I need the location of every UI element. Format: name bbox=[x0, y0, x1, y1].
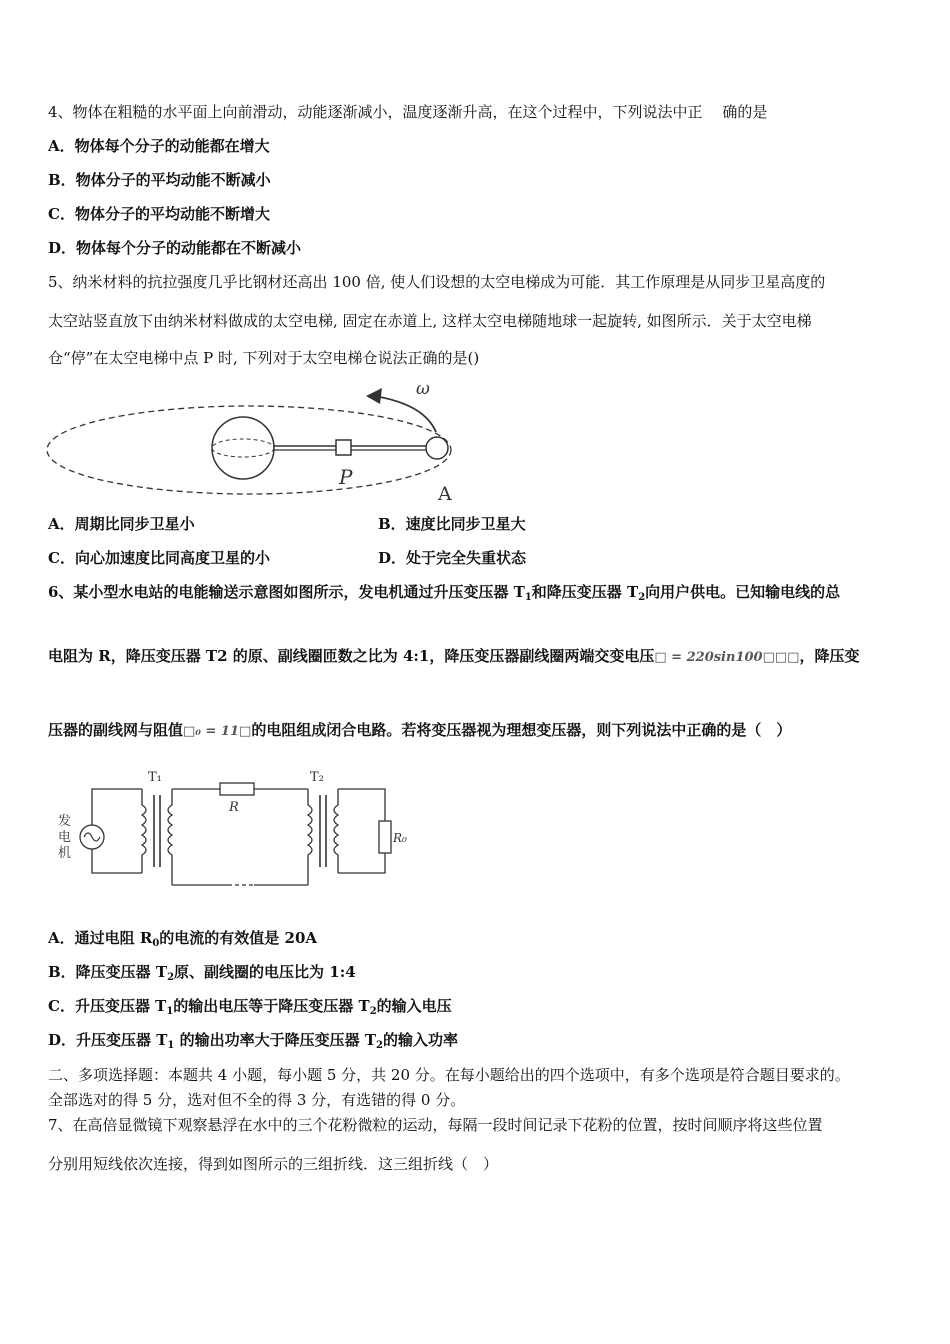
resistance-formula: □₀ = 11□ bbox=[183, 724, 252, 739]
q5-stem-line-3: 仓“停”在太空电梯中点 P 时, 下列对于太空电梯仓说法正确的是() bbox=[48, 349, 480, 367]
omega-label: ω bbox=[416, 379, 430, 399]
q4-option-a[interactable]: A．物体每个分子的动能都在增大 bbox=[48, 137, 270, 155]
q6-option-c[interactable]: C．升压变压器 $T_1$的输出电压等于降压变压器 $T_2$的输入电压 bbox=[48, 997, 452, 1017]
q6-stem-line-3: 压器的副线网与阻值□₀ = 11□的电阻组成闭合电路。若将变压器视为理想变压器，则下列说法中正确的是（ ） bbox=[48, 721, 792, 739]
section2-instructions-line-2: 全部选对的得 5 分，选对但不全的得 3 分，有选错的得 0 分。 bbox=[48, 1091, 466, 1109]
generator-label-2: 电 bbox=[58, 830, 72, 845]
q6-option-a[interactable]: A．通过电阻 $R_0$的电流的有效值是 20A bbox=[48, 929, 318, 949]
t1-primary-coil bbox=[142, 789, 146, 873]
q7-stem-line-1: 7、在高倍显微镜下观察悬浮在水中的三个花粉微粒的运动，每隔一段时间记录下花粉的位置，按时间顺序将这些位置 bbox=[48, 1116, 823, 1134]
q5-option-b[interactable]: B．速度比同步卫星大 bbox=[378, 515, 526, 533]
q7-stem-line-2: 分别用短线依次连接，得到如图所示的三组折线．这三组折线（ ） bbox=[48, 1155, 499, 1173]
q4-option-b[interactable]: B．物体分子的平均动能不断减小 bbox=[48, 171, 271, 189]
load-wire bbox=[338, 789, 385, 873]
voltage-formula: □ = 220sin100□□□ bbox=[654, 650, 800, 665]
space-elevator-figure bbox=[44, 374, 484, 504]
q4-stem: 4、物体在粗糙的水平面上向前滑动，动能逐渐减小，温度逐渐升高，在这个过程中，下列说法中正 确的是 bbox=[48, 103, 768, 121]
q5-option-d[interactable]: D．处于完全失重状态 bbox=[378, 549, 527, 567]
r-label: R bbox=[229, 800, 239, 815]
station-a bbox=[426, 437, 448, 459]
rotation-arrow bbox=[374, 396, 436, 432]
q6-stem-line-2: 电阻为 R，降压变压器 T2 的原、副线圈匝数之比为 4:1，降压变压器副线圈两端交变电压□ = 220sin100□□□，降压变 bbox=[48, 647, 860, 665]
q5-option-a[interactable]: A．周期比同步卫星小 bbox=[48, 515, 195, 533]
load-resistor-r0 bbox=[379, 821, 391, 853]
elevator-cabin-p bbox=[336, 440, 351, 455]
earth-circle bbox=[212, 417, 274, 479]
q5-stem-line-2: 太空站竖直放下由纳米材料做成的太空电梯, 固定在赤道上, 这样太空电梯随地球一起旋转, 如图所示．关于太空电梯 bbox=[48, 312, 812, 330]
t1-secondary-coil bbox=[168, 789, 172, 885]
rotation-arrow-head bbox=[366, 388, 382, 404]
q5-option-c[interactable]: C．向心加速度比同高度卫星的小 bbox=[48, 549, 270, 567]
r0-label: R₀ bbox=[393, 831, 407, 845]
t1-label: T₁ bbox=[148, 770, 162, 785]
t2-primary-coil bbox=[308, 789, 312, 885]
q4-option-c[interactable]: C．物体分子的平均动能不断增大 bbox=[48, 205, 270, 223]
section2-instructions-line-1: 二、多项选择题：本题共 4 小题，每小题 5 分，共 20 分。在每小题给出的四个选项中，有多个选项是符合题目要求的。 bbox=[48, 1066, 850, 1084]
t2-label: T₂ bbox=[310, 770, 324, 785]
q5-stem-line-1: 5、纳米材料的抗拉强度几乎比钢材还高出 100 倍, 使人们设想的太空电梯成为可能．其工作原理是从同步卫星高度的 bbox=[48, 273, 826, 291]
q6-option-b[interactable]: B．降压变压器 $T_2$原、副线圈的电压比为 1:4 bbox=[48, 963, 356, 983]
q6-option-d[interactable]: D．升压变压器 $T_1$ 的输出功率大于降压变压器 $T_2$的输入功率 bbox=[48, 1031, 458, 1051]
t2-secondary-coil bbox=[334, 789, 338, 873]
line-resistor-r bbox=[220, 783, 254, 795]
generator-label-1: 发 bbox=[58, 814, 72, 829]
a-label: A bbox=[438, 483, 452, 504]
generator-label-3: 机 bbox=[58, 846, 72, 861]
p-label: P bbox=[339, 465, 353, 489]
transmission-circuit-figure bbox=[50, 765, 430, 895]
q6-stem-line-1: 6、某小型水电站的电能输送示意图如图所示，发电机通过升压变压器 $T_1$和降压变压器 $T_2$向用户供电。已知输电线的总 bbox=[48, 583, 841, 603]
q4-option-d[interactable]: D．物体每个分子的动能都在不断减小 bbox=[48, 239, 302, 257]
